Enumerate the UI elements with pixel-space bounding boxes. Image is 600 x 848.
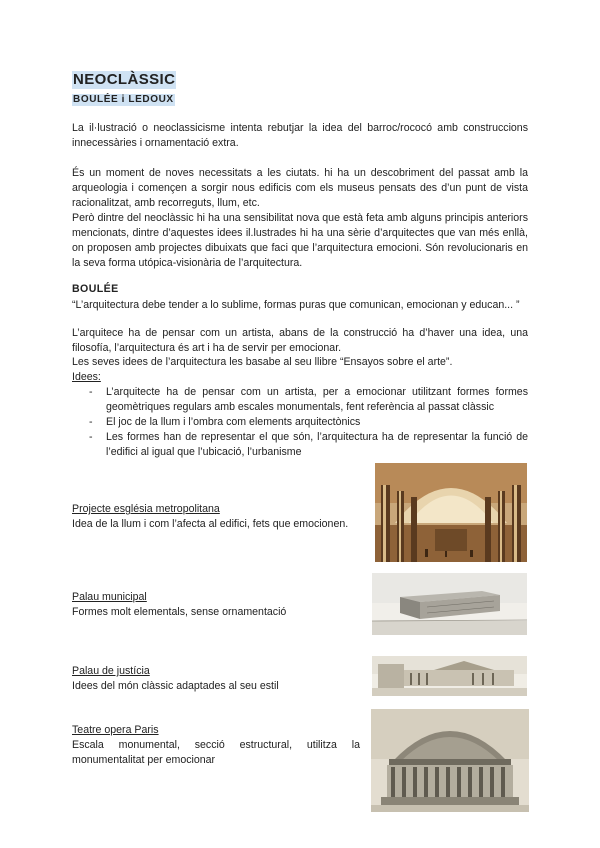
boulee-quote: “L’arquitectura debe tender a lo sublime, formas puras que comunican, emocionan y educan... ” (72, 299, 520, 311)
list-item: - El joc de la llum i l’ombra com elements arquitectònics (89, 416, 361, 428)
bullet-dash: - (89, 416, 93, 428)
boulee-artist-paragraph: L’arquitece ha de pensar com un artista, abans de la construcció ha d’haver una idea, una filosofía, l’arquitectura és art i ha de servir per emocionar. (72, 327, 528, 354)
context-paragraph-1: És un moment de noves necessitats a les ciutats. hi ha un descobriment del passat amb la arqueologia i començen a sorgir nous edificis com els museus pensats des d’un punt de vista racionalitzat, amb recorreguts, llum, etc. (72, 167, 528, 209)
project-palace-of-justice (72, 664, 362, 694)
list-item: - L’arquitecte ha de pensar com un artista, per a emocionar utilitzant formes formes geomètriques regulars amb escales monumentals, fent referència al passat clàssic (89, 386, 528, 413)
intro-paragraph: La il·lustració o neoclassicisme intenta rebutjar la idea del barroc/rococó amb construccions innecessàries i ornamentació extra. (72, 122, 528, 149)
bullet-dash: - (89, 386, 93, 398)
project-label: Palau de justícia (72, 665, 150, 677)
list-item: - Les formes han de representar el que són, l’arquitectura ha de representar la funció de l’edifici al igual que l’ubicació, l’urbanisme (89, 431, 528, 458)
project-description: Idees del món clàssic adaptades al seu estil (72, 680, 279, 692)
bullet-dash: - (89, 431, 93, 443)
title-block (72, 71, 176, 107)
project-description: Idea de la llum i com l’afecta al edifici, fets que emocionen. (72, 518, 349, 530)
palace-of-justice-image (372, 656, 527, 696)
project-opera-theatre (72, 723, 360, 768)
ideas-label: Idees: (72, 371, 101, 383)
municipal-palace-image (372, 573, 527, 635)
project-metropolitan-church (72, 502, 362, 532)
boulee-heading: BOULÉE (72, 283, 119, 295)
project-municipal-palace (72, 590, 362, 620)
page-title: NEOCLÀSSIC (73, 71, 176, 88)
ideas-list (72, 385, 528, 460)
metropolitan-church-image (375, 463, 527, 562)
project-label: Palau municipal (72, 591, 147, 603)
opera-theatre-image (371, 709, 529, 812)
project-label: Teatre opera Paris (72, 724, 159, 736)
project-label: Projecte església metropolitana (72, 503, 220, 515)
project-description: Escala monumental, secció estructural, utilitza la monumentalitat per emocionar (72, 739, 360, 766)
context-paragraph-2: Però dintre del neoclàssic hi ha una sensibilitat nova que està feta amb alguns principis anteriors mencionats, dintre d’aquestes idees il.lustrades hi ha una sèrie d’arquitectes que van més enllà, on proposen amb projectes dibuixats que faci que l’arquitectura emocioni. Són revolucionaris en la seva forma utópica-visionària de l’arquitectura. (72, 212, 528, 269)
boulee-book-paragraph: Les seves idees de l’arquitectura les basabe al seu llibre “Ensayos sobre el arte”. (72, 356, 453, 368)
page-subtitle: BOULÉE i LEDOUX (73, 94, 174, 105)
project-description: Formes molt elementals, sense ornamentació (72, 606, 287, 618)
